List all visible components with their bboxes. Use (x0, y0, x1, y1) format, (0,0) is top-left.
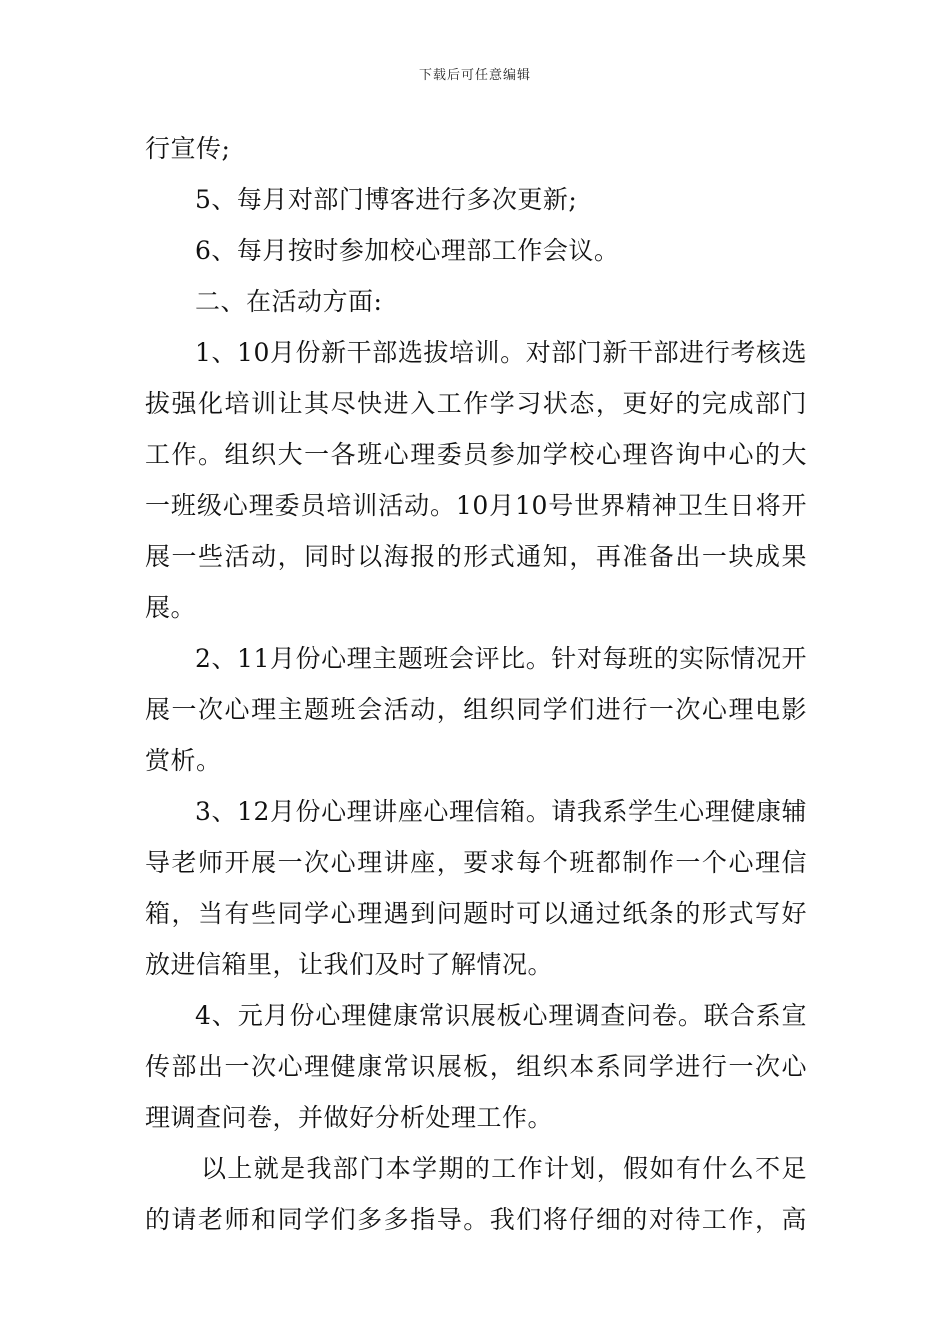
text-line: 一班级心理委员培训活动。10月10号世界精神卫生日将开 (145, 491, 807, 520)
text-line: 赏析。 (145, 746, 222, 775)
text-line: 的请老师和同学们多多指导。我们将仔细的对待工作，高 (145, 1205, 807, 1234)
text-line: 2、11月份心理主题班会评比。针对每班的实际情况开 (195, 644, 807, 673)
text-line: 拔强化培训让其尽快进入工作学习状态，更好的完成部门 (145, 389, 807, 418)
text-line: 行宣传; (145, 134, 231, 163)
document-body (145, 128, 807, 1250)
text-line: 以上就是我部门本学期的工作计划，假如有什么不足 (201, 1154, 807, 1183)
text-line: 展一些活动，同时以海报的形式通知，再准备出一块成果 (145, 542, 807, 571)
text-line: 理调查问卷，并做好分析处理工作。 (145, 1103, 554, 1132)
text-line: 传部出一次心理健康常识展板，组织本系同学进行一次心 (145, 1052, 807, 1081)
text-line: 6、每月按时参加校心理部工作会议。 (195, 236, 620, 265)
text-line: 导老师开展一次心理讲座，要求每个班都制作一个心理信 (145, 848, 807, 877)
text-line: 4、元月份心理健康常识展板心理调查问卷。联合系宣 (195, 1001, 807, 1030)
text-line: 工作。组织大一各班心理委员参加学校心理咨询中心的大 (145, 440, 807, 469)
section-heading: 二、在活动方面: (195, 287, 383, 316)
text-line: 展。 (145, 593, 197, 622)
text-line: 1、10月份新干部选拔培训。对部门新干部进行考核选 (195, 338, 807, 367)
text-line: 箱，当有些同学心理遇到问题时可以通过纸条的形式写好 (145, 899, 807, 928)
page-header: 下载后可任意编辑 (418, 68, 531, 83)
text-line: 3、12月份心理讲座心理信箱。请我系学生心理健康辅 (195, 797, 807, 826)
text-line: 展一次心理主题班会活动，组织同学们进行一次心理电影 (145, 695, 807, 724)
text-line: 放进信箱里，让我们及时了解情况。 (145, 950, 554, 979)
text-line: 5、每月对部门博客进行多次更新; (195, 185, 578, 214)
